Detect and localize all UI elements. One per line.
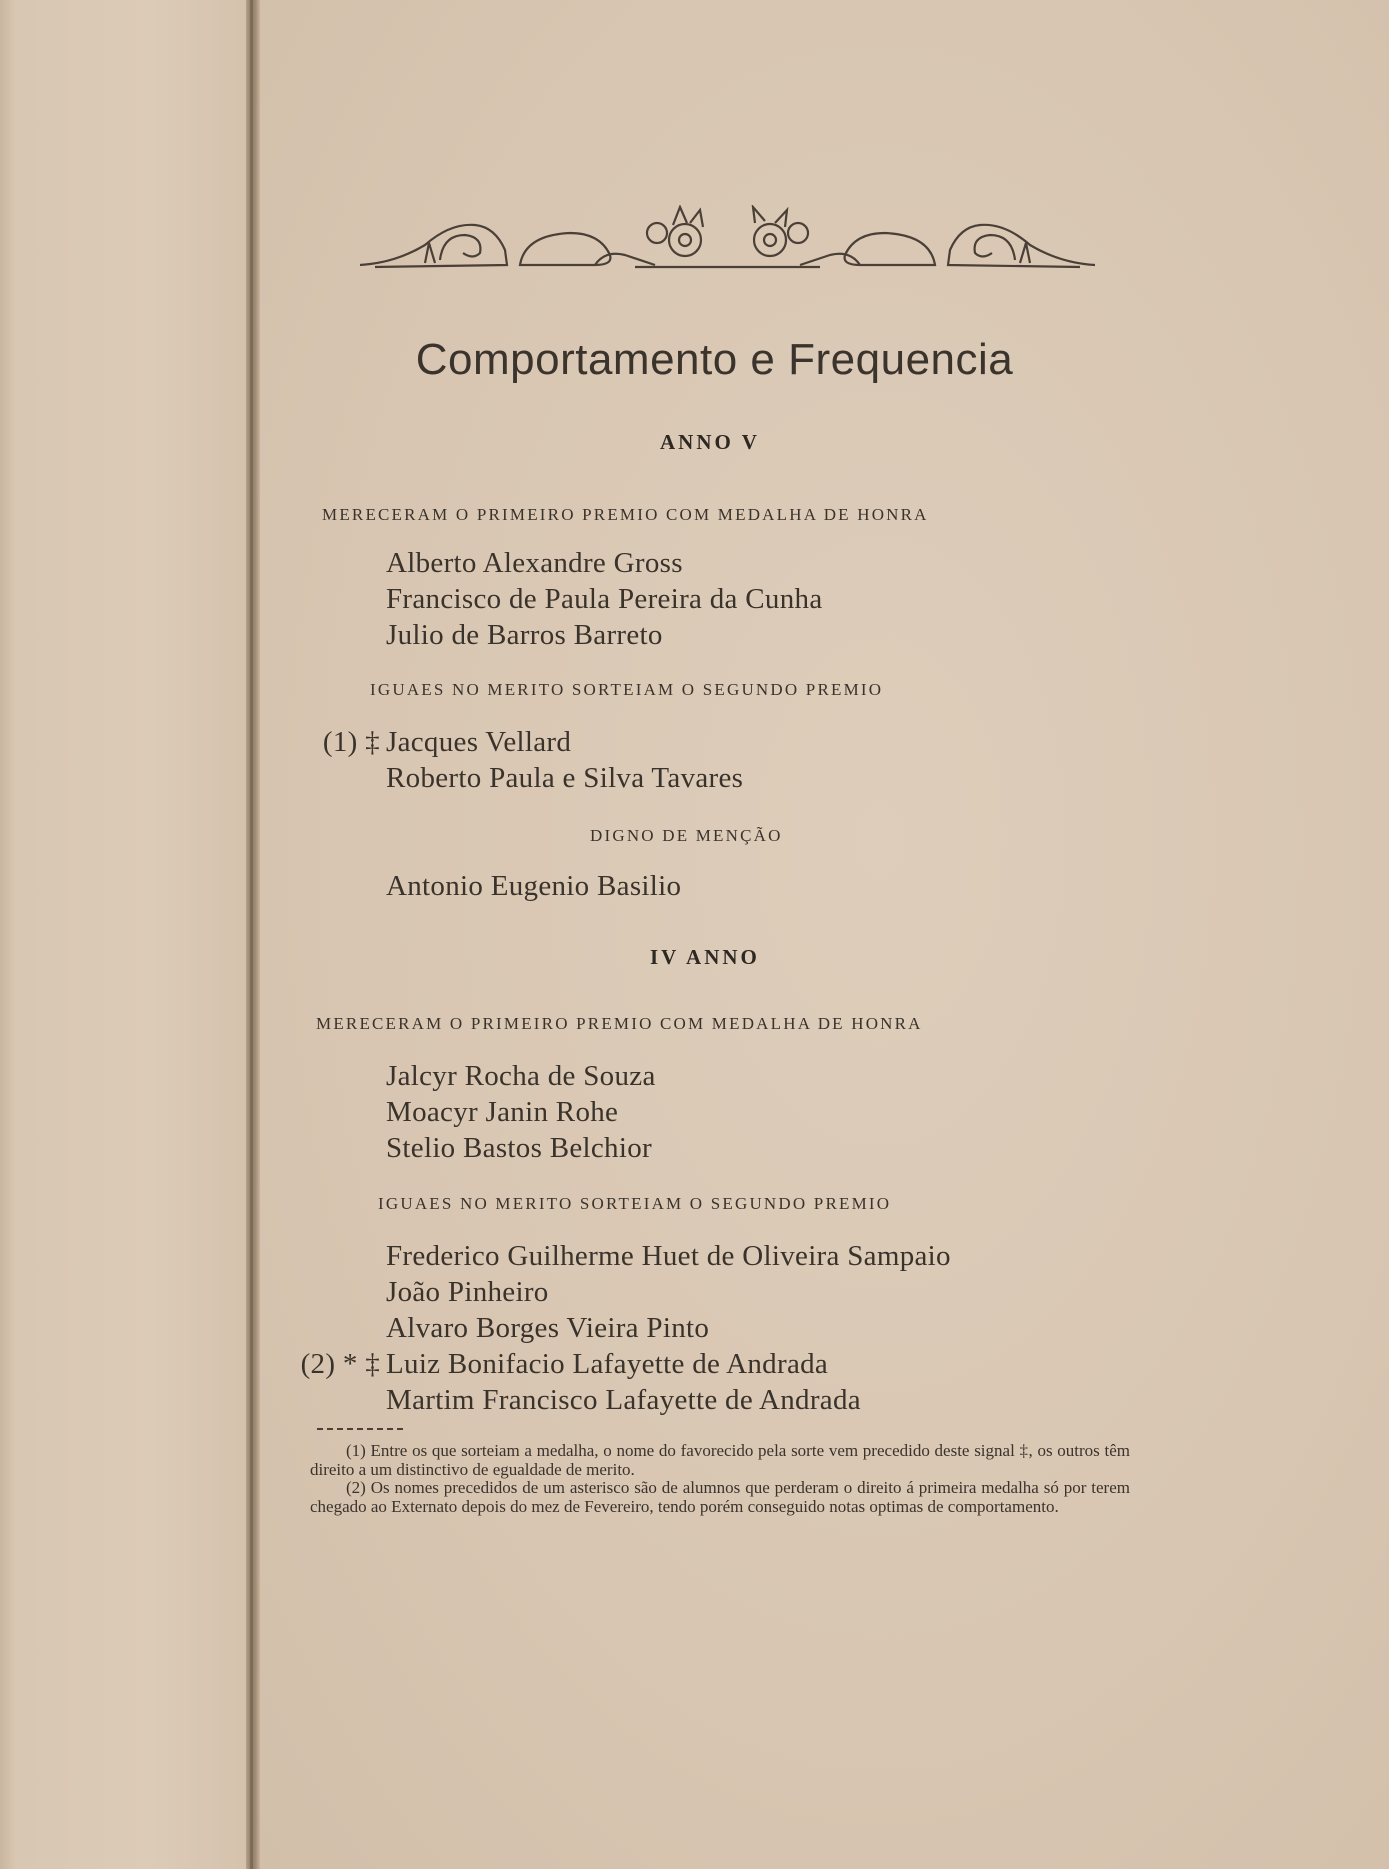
student-name: Stelio Bastos Belchior <box>386 1132 652 1164</box>
footnote-1: (1) Entre os que sorteiam a medalha, o nome do favorecido pela sorte vem precedido deste signal ‡, os outros têm direito a um distinctivo de egualdade de merito. <box>310 1441 1130 1479</box>
student-name: Jalcyr Rocha de Souza <box>386 1060 656 1092</box>
student-name: Frederico Guilherme Huet de Oliveira Sampaio <box>386 1240 951 1272</box>
student-name-row <box>322 724 743 760</box>
section-heading-anno-v: ANNO V <box>660 430 760 454</box>
name-list <box>386 868 681 904</box>
gutter-line <box>250 0 253 1869</box>
student-name: Martim Francisco Lafayette de Andrada <box>386 1384 861 1416</box>
left-page-margin <box>0 0 250 1869</box>
page-title-text: Comportamento e Frequencia <box>415 335 1014 384</box>
student-name: Roberto Paula e Silva Tavares <box>386 762 744 794</box>
floral-ornament-icon <box>355 205 1100 275</box>
name-list <box>386 1058 656 1166</box>
student-name: Julio de Barros Barreto <box>386 619 663 651</box>
award-caption: IGUAES NO MERITO SORTEIAM O SEGUNDO PREMIO <box>370 680 884 699</box>
footnote-marker: (2) * ‡ <box>300 1348 380 1380</box>
footnote-divider <box>317 1428 403 1430</box>
student-name: João Pinheiro <box>386 1276 549 1308</box>
student-name: Jacques Vellard <box>386 726 572 758</box>
award-caption: IGUAES NO MERITO SORTEIAM O SEGUNDO PREMIO <box>378 1194 892 1213</box>
footnotes <box>310 1442 1130 1516</box>
footnote-2: (2) Os nomes precedidos de um asterisco são de alumnos que perderam o direito á primeira medalha só por terem chegado ao Externato depois do mez de Fevereiro, tendo porém conseguido notas optimas de comportamento. <box>310 1478 1130 1516</box>
student-name: Antonio Eugenio Basilio <box>386 870 682 902</box>
name-list <box>300 1238 951 1418</box>
award-caption: DIGNO DE MENÇÃO <box>590 826 783 845</box>
page-title <box>0 335 1389 385</box>
book-spine <box>246 0 260 1869</box>
footnote-marker: (1) ‡ <box>322 726 380 758</box>
name-list <box>386 545 823 653</box>
student-name: Alberto Alexandre Gross <box>386 547 683 579</box>
section-heading-iv-anno: IV ANNO <box>650 945 760 969</box>
student-name: Alvaro Borges Vieira Pinto <box>386 1312 710 1344</box>
student-name: Luiz Bonifacio Lafayette de Andrada <box>386 1348 829 1380</box>
award-caption: MERECERAM O PRIMEIRO PREMIO COM MEDALHA DE HONRA <box>322 505 929 524</box>
right-page <box>260 0 1389 1869</box>
student-name: Moacyr Janin Rohe <box>386 1096 619 1128</box>
student-name: Francisco de Paula Pereira da Cunha <box>386 583 823 615</box>
award-caption: MERECERAM O PRIMEIRO PREMIO COM MEDALHA DE HONRA <box>316 1014 923 1033</box>
student-name-row <box>300 1346 951 1382</box>
name-list <box>322 724 744 796</box>
